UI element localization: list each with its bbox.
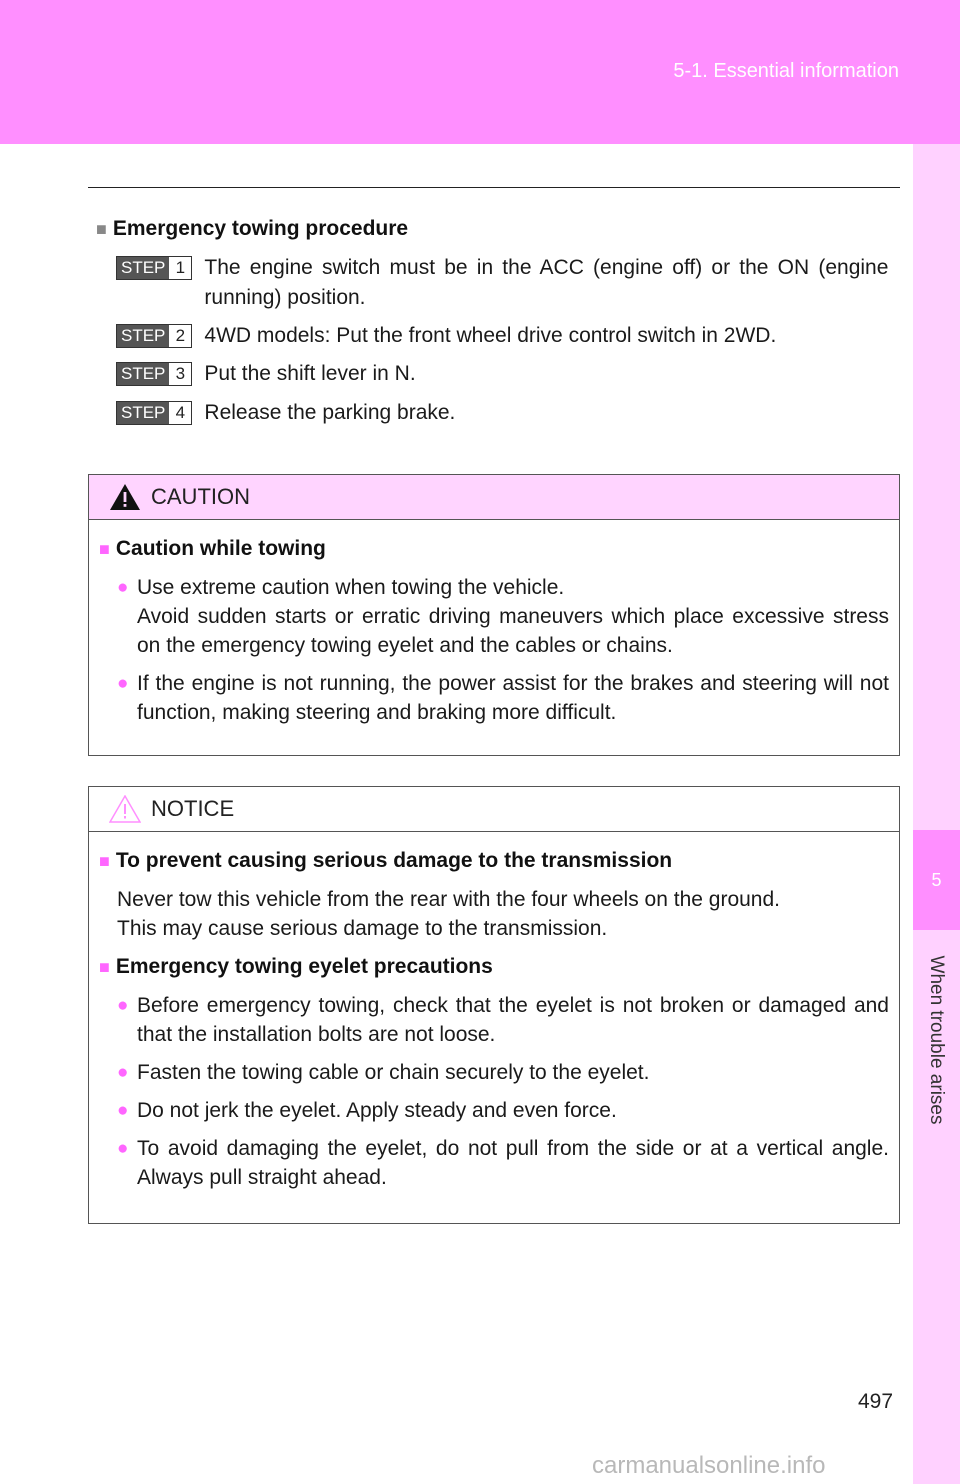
notice-header (89, 787, 899, 832)
step-text: Put the shift lever in N. (204, 362, 416, 385)
caution-heading: ■ Caution while towing (99, 537, 326, 560)
bullet-item: ● If the engine is not running, the power assist for the brakes and steering will not function, making steering and braking more difficult. (113, 669, 889, 727)
chapter-side-tab (913, 144, 960, 1484)
bullet-item: ● To avoid damaging the eyelet, do not pull from the side or at a vertical angle. Always pull straight ahead. (113, 1134, 889, 1192)
step-badge: STEP 1 (116, 256, 192, 280)
step-text: Release the parking brake. (204, 401, 456, 424)
bullet-item: ● Before emergency towing, check that the eyelet is not broken or damaged and that the installation bolts are not loose. (113, 991, 889, 1049)
top-divider (88, 187, 900, 188)
circle-bullet-icon: ● (117, 1138, 129, 1159)
step-2 (116, 321, 776, 351)
step-badge: STEP 4 (116, 401, 192, 425)
chapter-title: When trouble arises (926, 955, 947, 1125)
notice-body (89, 832, 899, 1192)
caution-body (89, 520, 899, 727)
watermark: carmanualsonline.info (592, 1452, 826, 1479)
bullet-item: ● Fasten the towing cable or chain securely to the eyelet. (113, 1058, 889, 1087)
circle-bullet-icon: ● (117, 1100, 129, 1121)
notice-triangle-icon (109, 795, 141, 823)
square-bullet-icon: ■ (99, 851, 110, 871)
circle-bullet-icon: ● (117, 673, 129, 694)
notice-box (88, 786, 900, 1224)
caution-header (89, 475, 899, 520)
step-4 (116, 398, 455, 428)
circle-bullet-icon: ● (117, 1062, 129, 1083)
square-bullet-icon: ■ (96, 219, 107, 239)
procedure-heading-text: Emergency towing procedure (112, 217, 409, 240)
caution-title: CAUTION (151, 484, 250, 509)
circle-bullet-icon: ● (117, 577, 129, 598)
page-number: 497 (858, 1390, 894, 1413)
procedure-heading (96, 217, 408, 241)
circle-bullet-icon: ● (117, 995, 129, 1016)
square-bullet-icon: ■ (99, 539, 110, 559)
step-badge: STEP 2 (116, 324, 192, 348)
square-bullet-icon: ■ (99, 957, 110, 977)
step-text: The engine switch must be in the ACC (engine off) or the ON (engine running) position. (204, 256, 889, 309)
notice-heading-eyelet: ■ Emergency towing eyelet precautions (99, 955, 493, 978)
warning-triangle-icon (109, 483, 141, 511)
notice-paragraph: Never tow this vehicle from the rear with the four wheels on the ground. This may cause serious damage to the transmission. (117, 888, 780, 940)
step-3 (116, 359, 416, 389)
bullet-item: ● Use extreme caution when towing the vehicle. Avoid sudden starts or erratic driving maneuvers which place excessive stress on the emergency towing eyelet and the cables or chains. (113, 573, 889, 660)
page-header-band (0, 0, 960, 144)
step-text: 4WD models: Put the front wheel drive control switch in 2WD. (204, 324, 777, 347)
chapter-number: 5 (913, 830, 960, 930)
step-1 (116, 253, 888, 313)
caution-box (88, 474, 900, 756)
notice-heading-transmission: ■ To prevent causing serious damage to the transmission (99, 849, 673, 872)
notice-title: NOTICE (151, 796, 235, 821)
step-badge: STEP 3 (116, 362, 192, 386)
bullet-item: ● Do not jerk the eyelet. Apply steady and even force. (113, 1096, 889, 1125)
section-title: 5-1. Essential information (673, 60, 899, 82)
